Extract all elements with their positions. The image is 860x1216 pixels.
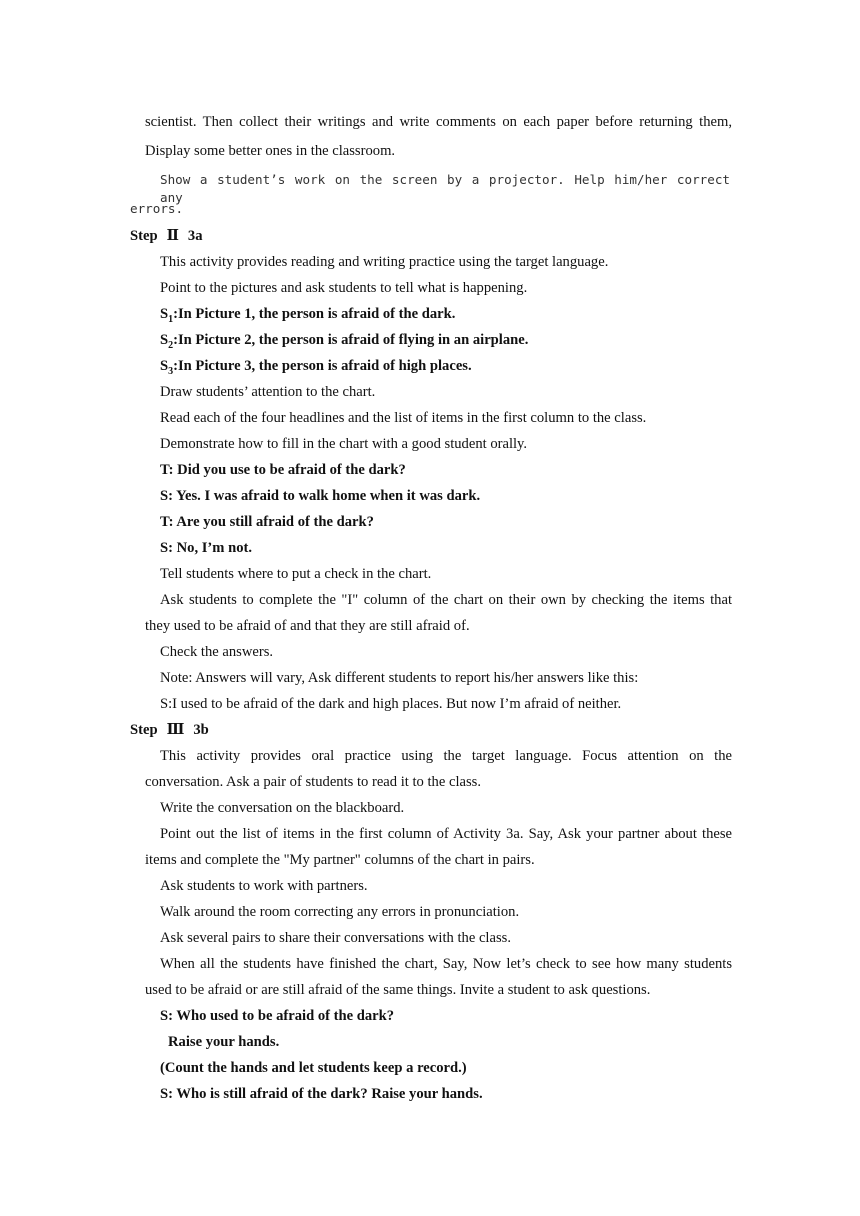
step-2-student-3 (160, 357, 472, 375)
step-3-line-1b: conversation. Ask a pair of students to read it to the class. (145, 774, 481, 790)
step-3-line-4: Ask students to work with partners. (160, 878, 368, 894)
step-3-heading (130, 721, 209, 739)
step-2-label: Step (130, 228, 158, 244)
step-3-line-7b: used to be afraid or are still afraid of the same things. Invite a student to ask questions. (145, 982, 651, 998)
intro-line-2: Display some better ones in the classroom. (145, 143, 396, 159)
step-2-line-5: Demonstrate how to fill in the chart with a good student orally. (160, 436, 528, 452)
speaker: S (160, 332, 169, 348)
step-3-numeral: Ⅲ (166, 722, 185, 738)
step-2-student-1 (160, 305, 455, 323)
step-2-line-7a: Ask students to complete the "I" column of the chart on their own by checking the items that (160, 592, 732, 608)
step-2-line-9: Note: Answers will vary, Ask different students to report his/her answers like this: (160, 670, 639, 686)
step-2-student-2 (160, 331, 528, 349)
step-2-line-8: Check the answers. (160, 644, 274, 660)
step-2-line-6: Tell students where to put a check in the chart. (160, 566, 432, 582)
step-2-code: 3a (187, 228, 203, 244)
step-2-line-3: Draw students’ attention to the chart. (160, 384, 376, 400)
speaker: S (160, 306, 169, 322)
speaker-index: 2 (168, 339, 174, 351)
speech: :In Picture 2, the person is afraid of flying in an airplane. (173, 332, 529, 348)
step-2-heading (130, 227, 202, 245)
speech: :In Picture 1, the person is afraid of the dark. (173, 306, 456, 322)
speaker-index: 3 (168, 365, 174, 377)
step-3-dialogue-1: S: Who used to be afraid of the dark? (160, 1008, 395, 1024)
step-2-line-7b: they used to be afraid of and that they are still afraid of. (145, 618, 470, 634)
step-3-dialogue-3: (Count the hands and let students keep a record.) (160, 1060, 467, 1076)
step-3-line-2: Write the conversation on the blackboard. (160, 800, 405, 816)
intro-mono-line-2: errors. (130, 201, 184, 216)
step-3-dialogue-4: S: Who is still afraid of the dark? Raise your hands. (160, 1086, 483, 1102)
speaker-index: 1 (168, 313, 174, 325)
intro-mono-line-1: Show a student’s work on the screen by a projector. Help him/her correct any (160, 172, 730, 205)
step-3-label: Step (130, 722, 158, 738)
step-2-line-10: S:I used to be afraid of the dark and high places. But now I’m afraid of neither. (160, 696, 622, 712)
step-3-line-3a: Point out the list of items in the first column of Activity 3a. Say, Ask your partner about these (160, 826, 732, 842)
step-2-dialogue-4: S: No, I’m not. (160, 540, 253, 556)
intro-line-1: scientist. Then collect their writings and write comments on each paper before returning them, (145, 114, 732, 130)
step-3-line-3b: items and complete the "My partner" columns of the chart in pairs. (145, 852, 535, 868)
step-2-numeral: Ⅱ (166, 228, 179, 244)
step-2-line-1: This activity provides reading and writing practice using the target language. (160, 254, 609, 270)
step-3-line-6: Ask several pairs to share their conversations with the class. (160, 930, 511, 946)
speech: :In Picture 3, the person is afraid of high places. (173, 358, 472, 374)
step-2-line-4: Read each of the four headlines and the list of items in the first column to the class. (160, 410, 647, 426)
step-2-dialogue-2: S: Yes. I was afraid to walk home when it was dark. (160, 488, 481, 504)
speaker: S (160, 358, 169, 374)
step-2-dialogue-3: T: Are you still afraid of the dark? (160, 514, 374, 530)
step-2-dialogue-1: T: Did you use to be afraid of the dark? (160, 462, 406, 478)
step-2-line-2: Point to the pictures and ask students to tell what is happening. (160, 280, 528, 296)
step-3-line-5: Walk around the room correcting any errors in pronunciation. (160, 904, 520, 920)
step-3-code: 3b (193, 722, 209, 738)
step-3-dialogue-2: Raise your hands. (168, 1034, 280, 1050)
step-3-line-1a: This activity provides oral practice using the target language. Focus attention on the (160, 748, 732, 764)
step-3-line-7a: When all the students have finished the chart, Say, Now let’s check to see how many students (160, 956, 732, 972)
